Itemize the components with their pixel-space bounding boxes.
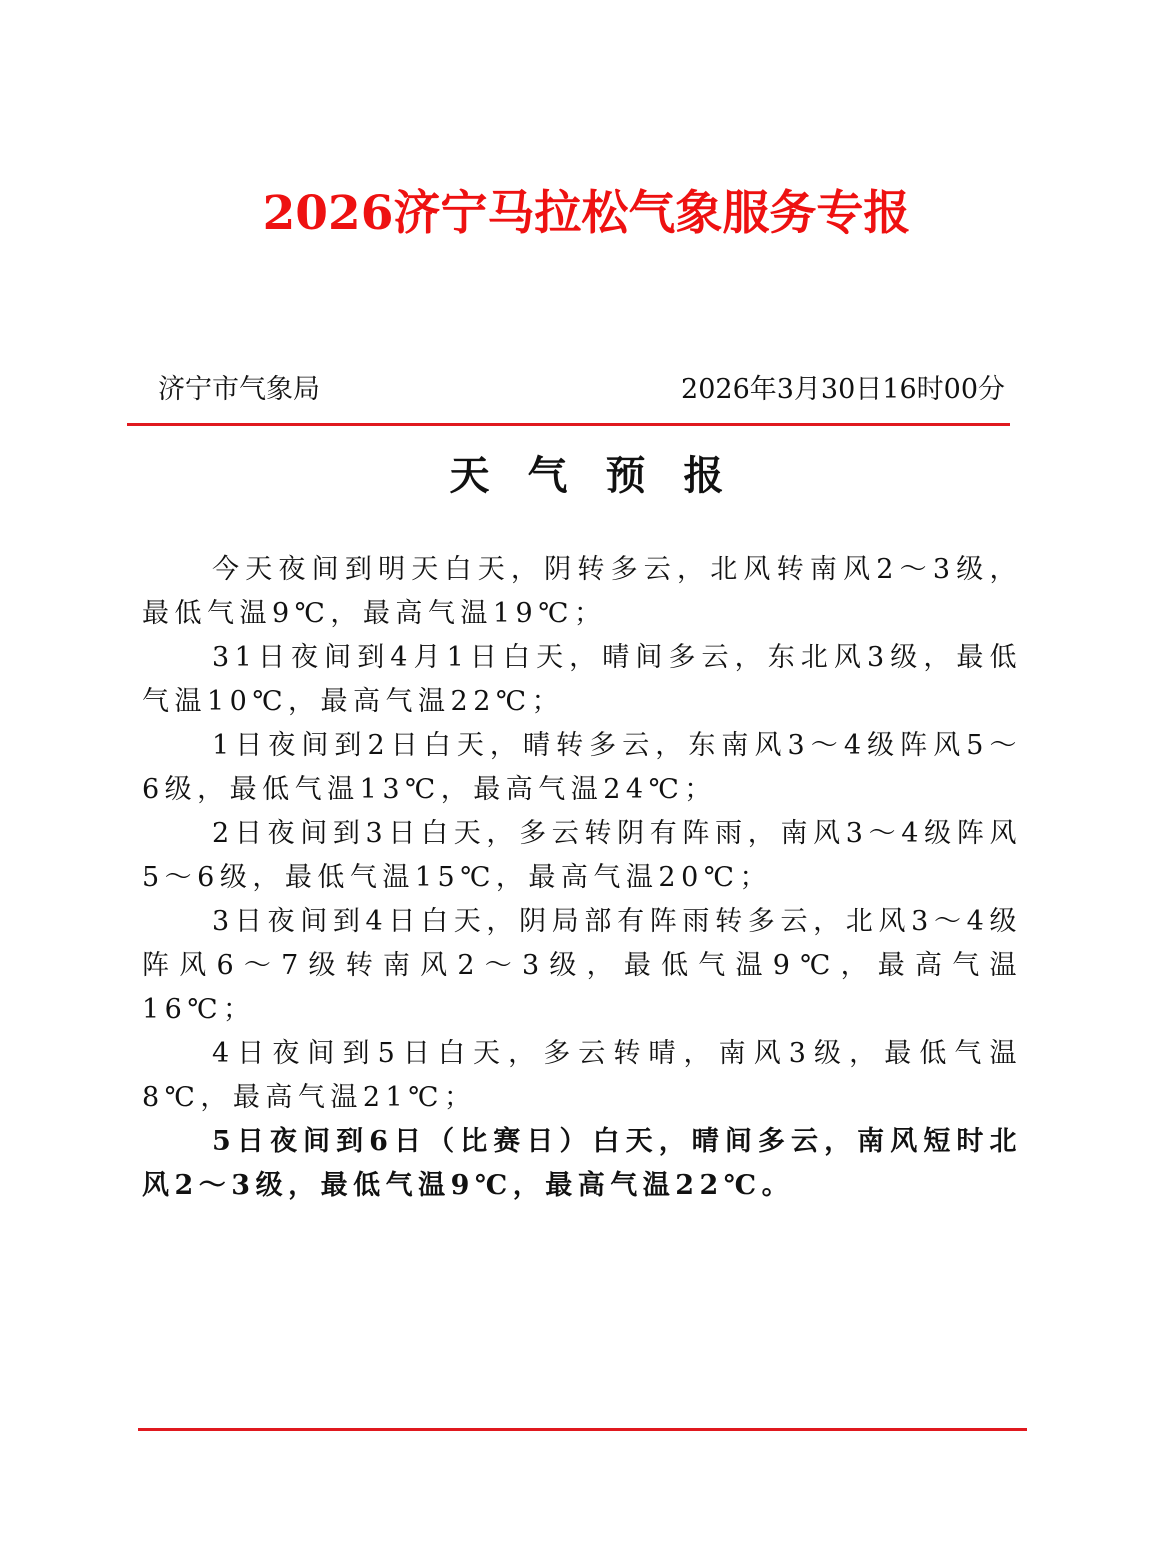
section-heading: 天气预报: [449, 453, 762, 499]
forecast-paragraph: 1日夜间到2日白天，晴转多云，东南风3～4级阵风5～6级，最低气温13℃，最高气温24℃；: [142, 730, 1022, 805]
header-divider: [127, 423, 1010, 426]
forecast-paragraph: 31日夜间到4月1日白天，晴间多云，东北风3级，最低气温10℃，最高气温22℃；: [142, 642, 1022, 717]
forecast-paragraph: 4日夜间到5日白天，多云转晴，南风3级，最低气温8℃，最高气温21℃；: [142, 1038, 1022, 1113]
footer-divider: [138, 1428, 1027, 1431]
issuing-agency: 济宁市气象局: [158, 374, 320, 405]
forecast-paragraph: 2日夜间到3日白天，多云转阴有阵雨，南风3～4级阵风5～6级，最低气温15℃，最高气温20℃；: [142, 818, 1022, 893]
forecast-body: [142, 548, 1022, 1208]
forecast-paragraph: 今天夜间到明天白天，阴转多云，北风转南风2～3级，最低气温9℃，最高气温19℃；: [142, 554, 1022, 629]
document-title: 2026济宁马拉松气象服务专报: [262, 186, 911, 241]
forecast-paragraph: 3日夜间到4日白天，阴局部有阵雨转多云，北风3～4级阵风6～7级转南风2～3级，最低气温9℃，最高气温16℃；: [142, 906, 1022, 1025]
race-day-forecast: 5日夜间到6日（比赛日）白天，晴间多云，南风短时北风2～3级，最低气温9℃，最高气温22℃。: [142, 1126, 1022, 1201]
issue-timestamp: 2026年3月30日16时00分: [681, 374, 1005, 405]
